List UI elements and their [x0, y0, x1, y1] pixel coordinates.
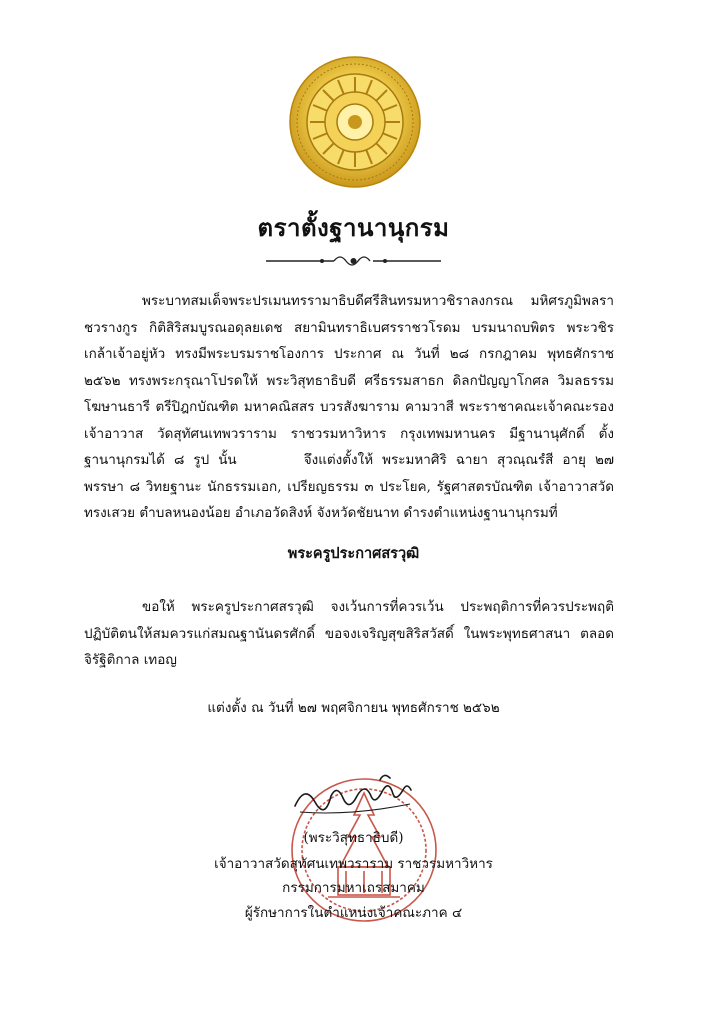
appointed-title: พระครูประกาศสรวุฒิ: [287, 545, 420, 562]
divider-ornament-icon: [262, 251, 445, 271]
proclamation-text: พระบาทสมเด็จพระปรเมนทรรามาธิบดีศรีสินทรมหาวชิราลงกรณ มหิศรภูมิพลราชวรางกูร กิติสิริสมบูรณอดุลยเดช สยามินทราธิเบศรราชวโรดม บรมนาถบพิตร พระวชิรเกล้าเจ้าอยู่หัว ทรงมีพระบรมราชโองการ ประกาศ ณ วันที่ ๒๘ กรกฎาคม พุทธศักราช ๒๕๖๒ ทรงพระกรุณาโปรดให้ พระวิสุทธาธิบดี ศรีธรรมสาธก ดิลกปัญญาโกศล วิมลธรรมโฆษานธารี ตรีปิฎกบัณฑิต มหาคณิสสร บวรสังฆาราม คามวาสี พระราชาคณะเจ้าคณะรอง เจ้าอาวาส วัดสุทัศนเทพวราราม ราชวรมหาวิหาร กรุงเทพมหานคร มีฐานานุศักดิ์ ตั้งฐานานุกรมได้ ๘ รูป นั้น: [84, 293, 614, 468]
signer-role-council: กรรมการมหาเถรสมาคม: [282, 880, 425, 896]
signer-role-region: ผู้รักษาการในตำแหน่งเจ้าคณะภาค ๔: [244, 905, 463, 921]
dharmachakra-seal-icon: [288, 55, 422, 189]
appointment-text: จึงแต่งตั้งให้ พระมหาศิริ ฉายา สุวณฺณรํสี อายุ ๒๗ พรรษา ๘ วิทยฐานะ นักธรรมเอก, เปรียญธรรม ๓ ประโยค, รัฐศาสตรบัณฑิต เจ้าอาวาสวัดทรงเสวย ตำบลหนองน้อย อำเภอวัดสิงห์ จังหวัดชัยนาท ดำรงตำแหน่งฐานานุกรมที่: [84, 452, 615, 521]
signer-position: เจ้าอาวาสวัดสุทัศนเทพวราราม ราชวรมหาวิหาร: [214, 856, 493, 872]
document-title: ตราตั้งฐานานุกรม: [257, 213, 450, 242]
appointment-date: แต่งตั้ง ณ วันที่ ๒๗ พฤศจิกายน พุทธศักราช ๒๕๖๒: [207, 700, 500, 716]
blessing-text: ขอให้ พระครูประกาศสรวุฒิ จงเว้นการที่ควรเว้น ประพฤติการที่ควรประพฤติ ปฏิบัติตนให้สมควรแก่สมณฐานันดรศักดิ์ ขอจงเจริญสุขสิริสวัสดิ์ ในพระพุทธศาสนา ตลอดจิรัฐิติกาล เทอญ: [84, 599, 614, 668]
blessing-paragraph: [84, 594, 614, 674]
signature-block: [0, 770, 707, 930]
signer-name: (พระวิสุทธาธิบดี): [303, 830, 404, 846]
proclamation-paragraph: [84, 288, 614, 527]
handwritten-signature-icon: [290, 770, 420, 820]
